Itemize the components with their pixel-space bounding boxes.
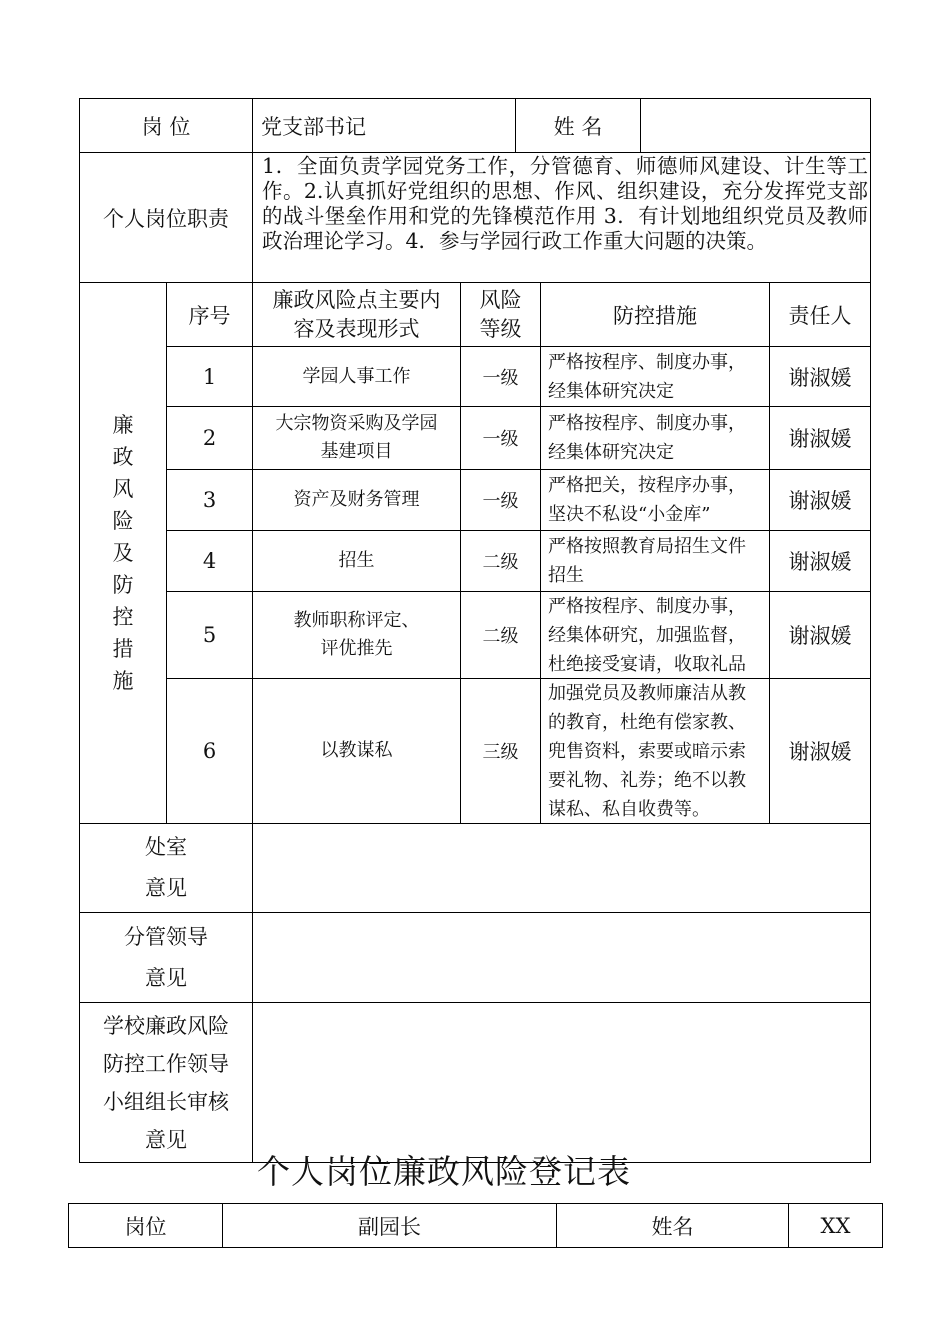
row-level: 一级 bbox=[482, 367, 519, 389]
post-label: 岗 位 bbox=[141, 114, 191, 139]
group-opinion-field[interactable] bbox=[253, 1003, 870, 1162]
row-seq: 1 bbox=[202, 364, 217, 389]
name-label: 姓 名 bbox=[553, 114, 603, 139]
header-level: 风险 等级 bbox=[479, 287, 522, 341]
office-opinion-field[interactable] bbox=[253, 824, 870, 912]
row-measures: 加强党员及教师廉洁从教 的教育，杜绝有偿家教、 兜售资料，索要或暗示索 要礼物、礼券；绝不以教 谋私、私自收费等。 bbox=[548, 683, 746, 820]
leader-opinion-label: 分管领导 意见 bbox=[124, 924, 208, 990]
row-level: 三级 bbox=[482, 742, 519, 763]
post-value: 党支部书记 bbox=[261, 114, 366, 139]
row-level: 二级 bbox=[482, 626, 519, 647]
duty-text: 1．全面负责学园党务工作，分管德育、师德师风建设、计生等工作。2.认真抓好党组织的思想、作风、组织建设，充分发挥党支部的战斗堡垒作用和党的先锋模范作用 3．有计划地组织党员及教师政治理论学习。4．参与学园行政工作重大问题的决策。 bbox=[262, 154, 868, 253]
row-content: 招生 bbox=[338, 550, 375, 571]
office-opinion-label: 处室 意见 bbox=[145, 835, 187, 900]
row-content: 学园人事工作 bbox=[302, 365, 411, 387]
t2-post-label: 岗位 bbox=[124, 1214, 167, 1239]
document-title: 个人岗位廉政风险登记表 bbox=[257, 1152, 631, 1191]
row-level: 一级 bbox=[482, 491, 519, 512]
row-measures: 严格把关，按程序办事， 坚决不私设“小金库” bbox=[548, 475, 746, 525]
row-level: 一级 bbox=[482, 429, 519, 450]
row-person: 谢淑媛 bbox=[788, 365, 852, 390]
table-rule bbox=[540, 282, 541, 824]
row-measures: 严格按程序、制度办事， 经集体研究，加强监督， 杜绝接受宴请，收取礼品 bbox=[548, 596, 746, 675]
row-content: 大宗物资采购及学园 基建项目 bbox=[275, 413, 438, 462]
name-value bbox=[641, 99, 870, 152]
table-rule bbox=[882, 1203, 883, 1248]
row-content: 资产及财务管理 bbox=[293, 489, 420, 510]
row-content: 教师职称评定、 评优推先 bbox=[293, 610, 420, 659]
row-seq: 3 bbox=[202, 488, 217, 512]
group-opinion-label: 学校廉政风险 防控工作领导 小组组长审核 意见 bbox=[103, 1013, 229, 1152]
duty-label: 个人岗位职责 bbox=[103, 206, 229, 231]
header-content: 廉政风险点主要内 容及表现形式 bbox=[272, 287, 441, 341]
row-seq: 6 bbox=[202, 739, 217, 763]
row-person: 谢淑媛 bbox=[788, 489, 852, 513]
row-person: 谢淑媛 bbox=[788, 624, 852, 648]
row-seq: 2 bbox=[202, 426, 217, 450]
table-rule bbox=[68, 1247, 883, 1248]
row-measures: 严格按程序、制度办事， 经集体研究决定 bbox=[548, 352, 746, 402]
table-rule bbox=[870, 98, 871, 1163]
row-content: 以教谋私 bbox=[320, 740, 393, 761]
row-seq: 4 bbox=[202, 549, 217, 573]
row-level: 二级 bbox=[482, 552, 519, 573]
t2-name-label: 姓名 bbox=[651, 1214, 694, 1239]
row-measures: 严格按程序、制度办事， 经集体研究决定 bbox=[548, 413, 746, 463]
row-person: 谢淑媛 bbox=[788, 427, 852, 451]
t2-post-value: 副园长 bbox=[358, 1214, 421, 1239]
header-person: 责任人 bbox=[788, 303, 852, 328]
t2-name-value: XX bbox=[820, 1213, 851, 1238]
header-seq: 序号 bbox=[188, 303, 231, 328]
row-seq: 5 bbox=[202, 623, 217, 647]
row-measures: 严格按照教育局招生文件 招生 bbox=[548, 536, 746, 586]
row-person: 谢淑媛 bbox=[788, 550, 852, 574]
risk-section-label: 廉 政 风 险 及 防 控 措 施 bbox=[112, 413, 134, 693]
row-person: 谢淑媛 bbox=[788, 740, 852, 764]
header-measures: 防控措施 bbox=[613, 303, 697, 328]
leader-opinion-field[interactable] bbox=[253, 913, 870, 1002]
